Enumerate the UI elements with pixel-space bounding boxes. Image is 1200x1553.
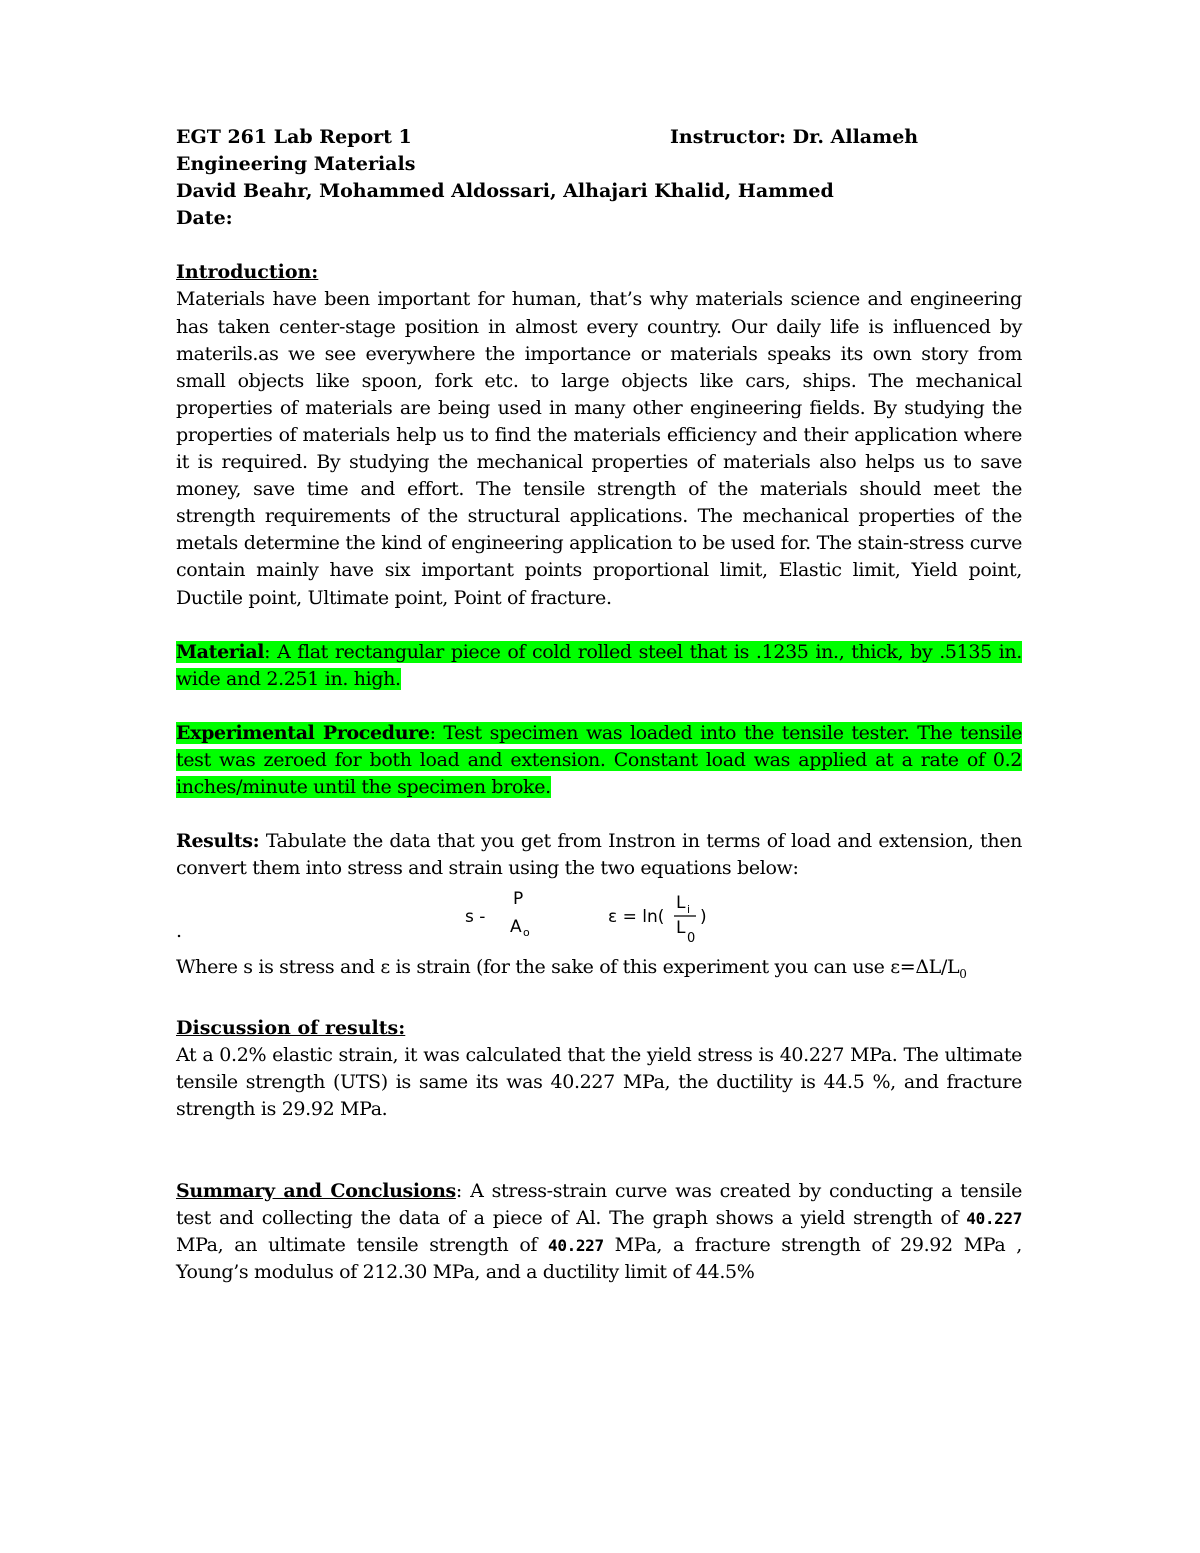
strain-eq-close: ) bbox=[700, 907, 707, 928]
discussion-heading: Discussion of results: bbox=[176, 1017, 406, 1040]
procedure-text: : Test specimen was loaded into the tensile tester. The tensile test was zeroed for both load and extension. Constant load was applied at a rate of 0.2 inches/minute until the specimen broke. bbox=[176, 721, 1022, 798]
header-row bbox=[176, 124, 1022, 151]
where-paragraph bbox=[176, 954, 1022, 988]
strain-eq-numerator-sub: i bbox=[687, 903, 691, 917]
course-title: EGT 261 Lab Report 1 bbox=[176, 126, 412, 148]
stress-eq-denominator-sub: o bbox=[523, 926, 530, 940]
summary-value-a: 40.227 bbox=[966, 1208, 1022, 1228]
discussion-paragraph: At a 0.2% elastic strain, it was calculated that the yield stress is 40.227 MPa. The ultimate tensile strength (UTS) is same its was 40.227 MPa, the ductility is 44.5 %, and fracture strength is 29.92 MPa. bbox=[176, 1044, 1022, 1121]
material-label: Material bbox=[176, 640, 265, 663]
results-label: Results: bbox=[176, 830, 260, 853]
material-paragraph bbox=[176, 639, 1022, 693]
summary-text-c: MPa, a fracture strength of 29.92 MPa , Young’s modulus of 212.30 MPa, and a ductility limit of 44.5% bbox=[176, 1233, 1022, 1283]
equations-row bbox=[176, 882, 1022, 954]
where-text: Where s is stress and ε is strain (for the sake of this experiment you can use ε=ΔL/L bbox=[176, 956, 960, 979]
strain-eq-numerator: L bbox=[676, 893, 686, 914]
summary-paragraph bbox=[176, 1178, 1022, 1286]
summary-text-a: : A stress-strain curve was created by conducting a tensile test and collecting the data of a piece of Al. The graph shows a yield strength of bbox=[176, 1179, 1022, 1229]
strain-eq-denominator-sub: 0 bbox=[687, 931, 696, 947]
strain-eq-denominator: L bbox=[676, 918, 686, 939]
stress-equation bbox=[465, 886, 555, 946]
introduction-heading: Introduction: bbox=[176, 261, 319, 284]
summary-text-b: MPa, an ultimate tensile strength of bbox=[176, 1233, 549, 1256]
equation-dot: . bbox=[176, 920, 183, 943]
results-paragraph bbox=[176, 828, 1022, 882]
subject-title: Engineering Materials bbox=[176, 153, 416, 176]
strain-equation bbox=[608, 886, 738, 956]
procedure-paragraph bbox=[176, 720, 1022, 801]
where-sub: 0 bbox=[959, 967, 967, 982]
document-content bbox=[176, 124, 1022, 1286]
summary-heading: Summary and Conclusions bbox=[176, 1179, 456, 1202]
introduction-paragraph: Materials have been important for human, that’s why materials science and engineering has taken center-stage position in almost every country. Our daily life is influenced by materils.as we see everywhere the importance or materials speaks its own story from small objects like spoon, fork etc. to large objects like cars, ships. The mechanical properties of materials are being used in many other engineering fields. By studying the properties of materials help us to find the materials efficiency and their application where it is required. By studying the mechanical properties of materials also helps us to save money, save time and effort. The tensile strength of the materials should meet the strength requirements of the structural applications. The mechanical properties of the metals determine the kind of engineering application to be used for. The stain-stress curve contain mainly have six important points proportional limit, Elastic limit, Yield point, Ductile point, Ultimate point, Point of fracture. bbox=[176, 288, 1022, 609]
procedure-label: Experimental Procedure bbox=[176, 721, 430, 744]
stress-eq-denominator: A bbox=[510, 917, 522, 938]
material-text: : A flat rectangular piece of cold rolled steel that is .1235 in., thick, by .5135 in. wide and 2.251 in. high. bbox=[176, 640, 1022, 690]
stress-eq-numerator: P bbox=[513, 889, 524, 910]
authors-line: David Beahr, Mohammed Aldossari, Alhajari Khalid, Hammed bbox=[176, 180, 834, 203]
stress-eq-lhs: s - bbox=[465, 907, 486, 928]
strain-eq-lhs: ε = ln( bbox=[608, 907, 665, 928]
summary-value-b: 40.227 bbox=[548, 1235, 604, 1255]
results-text: Tabulate the data that you get from Instron in terms of load and extension, then convert them into stress and strain using the two equations below: bbox=[176, 830, 1022, 880]
instructor-name: Instructor: Dr. Allameh bbox=[670, 126, 919, 148]
date-line: Date: bbox=[176, 207, 233, 230]
